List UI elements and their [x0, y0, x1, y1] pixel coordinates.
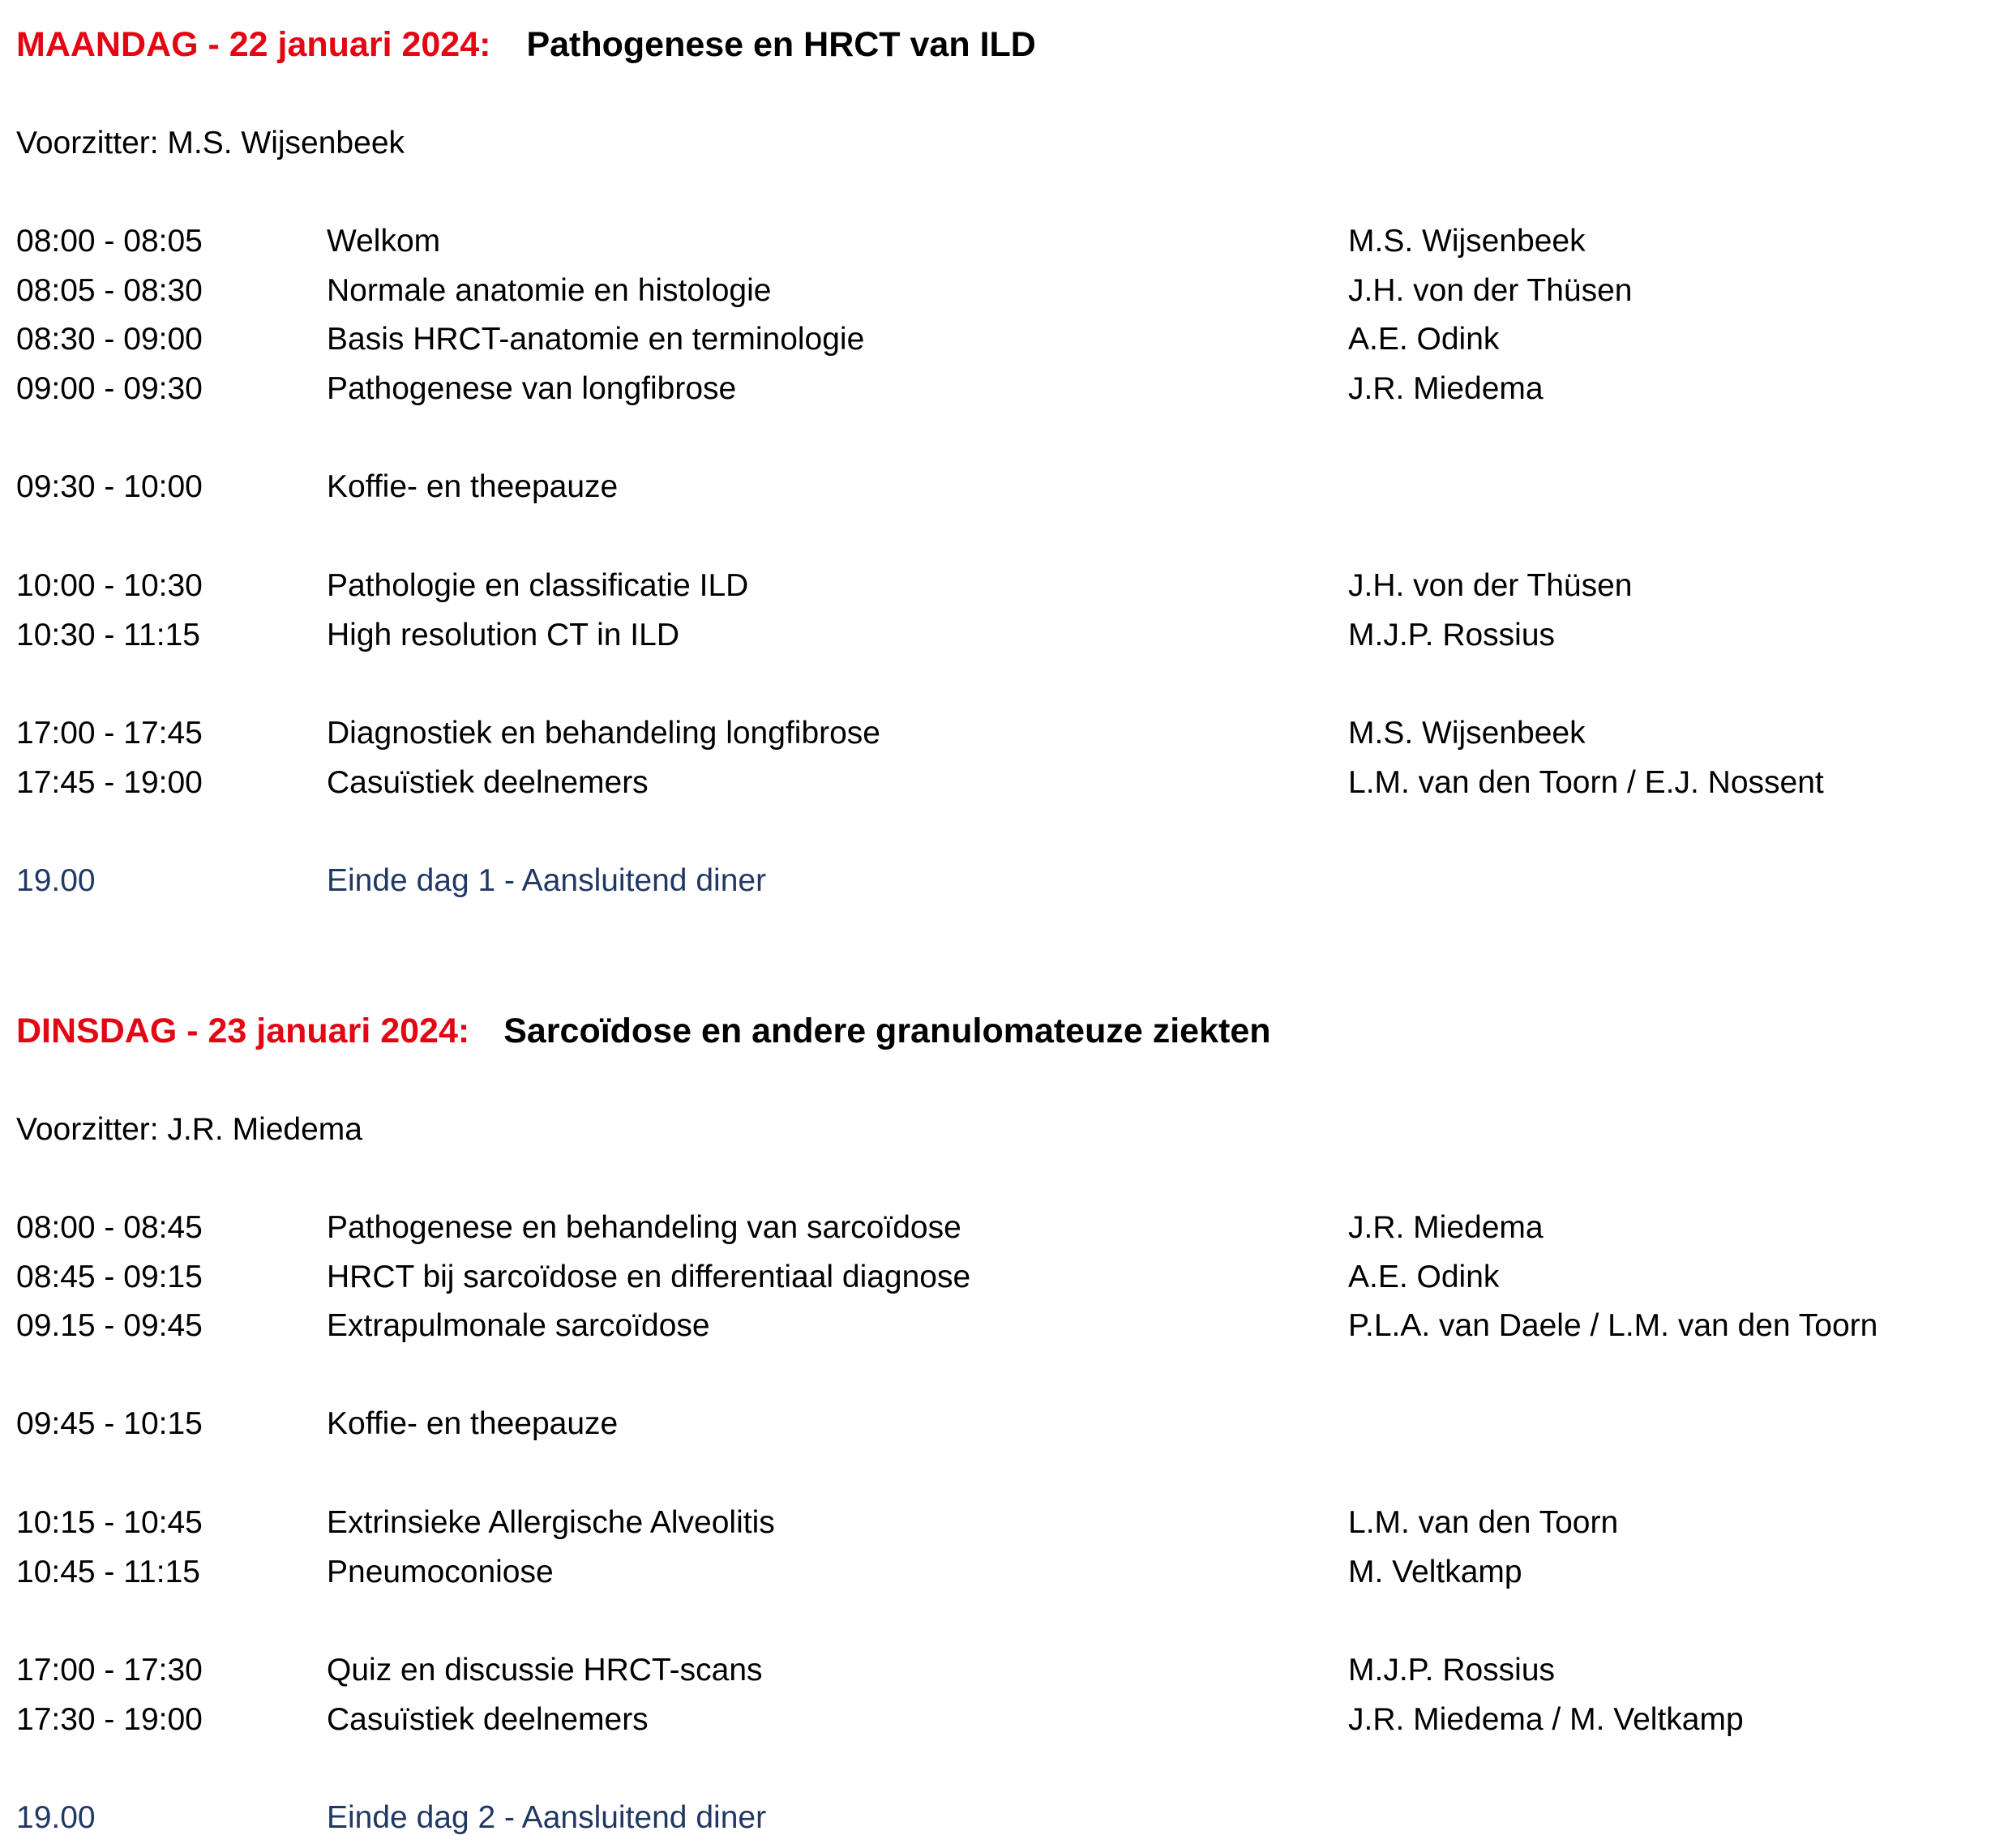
day-2-session-group-1 — [16, 1204, 1962, 1351]
row-speaker: M.S. Wijsenbeek — [1348, 716, 1586, 751]
row-time: 17:30 - 19:00 — [16, 1701, 203, 1737]
row-topic: Welkom — [327, 224, 441, 259]
schedule-row — [16, 1253, 1962, 1303]
row-time: 08:05 - 08:30 — [16, 272, 203, 308]
row-time: 09:00 - 09:30 — [16, 370, 203, 406]
row-topic: Pathogenese en behandeling van sarcoïdose — [327, 1210, 961, 1245]
row-time: 17:00 - 17:30 — [16, 1653, 203, 1688]
row-speaker: P.L.A. van Daele / L.M. van den Toorn — [1348, 1308, 1878, 1343]
schedule-row — [16, 1646, 1962, 1696]
row-topic: Koffie- en theepauze — [327, 469, 619, 504]
schedule-row — [16, 1302, 1962, 1351]
schedule-row — [16, 267, 1962, 316]
row-topic: Extrapulmonale sarcoïdose — [327, 1308, 710, 1343]
closing-row — [16, 857, 1962, 906]
row-speaker: M. Veltkamp — [1348, 1554, 1522, 1589]
schedule-row-break — [16, 1400, 1962, 1449]
row-time: 08:00 - 08:05 — [16, 224, 203, 259]
row-time: 08:45 - 09:15 — [16, 1259, 203, 1294]
row-time: 10:45 - 11:15 — [16, 1554, 200, 1589]
day-2-closing — [16, 1794, 1962, 1843]
row-speaker: M.J.P. Rossius — [1348, 617, 1556, 652]
day-1-session-group-4 — [16, 709, 1962, 807]
day-2-date: DINSDAG - 23 januari 2024: — [16, 1012, 470, 1050]
row-time: 08:00 - 08:45 — [16, 1210, 203, 1245]
row-topic: Quiz en discussie HRCT-scans — [327, 1653, 763, 1688]
closing-topic: Einde dag 1 - Aansluitend diner — [327, 863, 767, 898]
schedule-row — [16, 759, 1962, 808]
schedule-row — [16, 611, 1962, 661]
row-speaker: A.E. Odink — [1348, 1259, 1500, 1294]
closing-topic: Einde dag 2 - Aansluitend diner — [327, 1800, 767, 1835]
row-topic: Normale anatomie en histologie — [327, 272, 772, 308]
day-1-heading — [16, 16, 1036, 73]
row-time: 10:30 - 11:15 — [16, 617, 200, 652]
day-2-session-group-4 — [16, 1646, 1962, 1744]
row-speaker: L.M. van den Toorn — [1348, 1505, 1619, 1540]
day-2-session-group-3 — [16, 1499, 1962, 1597]
day-2-session-group-2 — [16, 1400, 1962, 1449]
row-topic: Pneumoconiose — [327, 1554, 554, 1589]
row-topic: Pathologie en classificatie ILD — [327, 568, 749, 603]
row-topic: Extrinsieke Allergische Alveolitis — [327, 1505, 775, 1540]
day-2-title: Sarcoïdose en andere granulomateuze ziekten — [503, 1012, 1271, 1050]
schedule-row — [16, 709, 1962, 759]
row-speaker: A.E. Odink — [1348, 322, 1500, 357]
schedule-row — [16, 365, 1962, 414]
row-topic: Casuïstiek deelnemers — [327, 1701, 649, 1737]
day-1-closing — [16, 857, 1962, 906]
day-1-session-group-3 — [16, 562, 1962, 660]
row-speaker: M.S. Wijsenbeek — [1348, 224, 1586, 259]
row-speaker: J.R. Miedema — [1348, 1210, 1544, 1245]
row-speaker: J.R. Miedema / M. Veltkamp — [1348, 1701, 1744, 1737]
day-1-title: Pathogenese en HRCT van ILD — [526, 25, 1036, 64]
row-topic: Basis HRCT-anatomie en terminologie — [327, 322, 865, 357]
closing-row — [16, 1794, 1962, 1843]
row-time: 10:15 - 10:45 — [16, 1505, 203, 1540]
day-1-chair: Voorzitter: M.S. Wijsenbeek — [16, 126, 405, 160]
row-time: 09.15 - 09:45 — [16, 1308, 203, 1343]
row-speaker: J.R. Miedema — [1348, 370, 1544, 406]
row-time: 17:45 - 19:00 — [16, 764, 203, 800]
row-speaker: L.M. van den Toorn / E.J. Nossent — [1348, 764, 1824, 800]
row-time: 10:00 - 10:30 — [16, 568, 203, 603]
schedule-row — [16, 315, 1962, 365]
row-speaker: J.H. von der Thüsen — [1348, 272, 1633, 308]
row-time: 08:30 - 09:00 — [16, 322, 203, 357]
day-1-session-group-1 — [16, 217, 1962, 413]
row-topic: Casuïstiek deelnemers — [327, 764, 649, 800]
row-topic: Pathogenese van longfibrose — [327, 370, 737, 406]
closing-time: 19.00 — [16, 863, 96, 898]
schedule-row — [16, 562, 1962, 611]
closing-time: 19.00 — [16, 1800, 96, 1835]
row-topic: HRCT bij sarcoïdose en differentiaal diagnose — [327, 1259, 971, 1294]
schedule-row — [16, 1696, 1962, 1745]
day-1-session-group-2 — [16, 463, 1962, 512]
day-1-date: MAANDAG - 22 januari 2024: — [16, 25, 491, 64]
schedule-row-break — [16, 463, 1962, 512]
day-2-heading — [16, 1003, 1271, 1059]
row-time: 09:45 - 10:15 — [16, 1406, 203, 1441]
row-topic: High resolution CT in ILD — [327, 617, 679, 652]
row-speaker: M.J.P. Rossius — [1348, 1653, 1556, 1688]
schedule-row — [16, 217, 1962, 267]
schedule-row — [16, 1548, 1962, 1598]
row-time: 09:30 - 10:00 — [16, 469, 203, 504]
schedule-row — [16, 1499, 1962, 1548]
row-topic: Diagnostiek en behandeling longfibrose — [327, 716, 880, 751]
row-speaker: J.H. von der Thüsen — [1348, 568, 1633, 603]
row-time: 17:00 - 17:45 — [16, 716, 203, 751]
row-topic: Koffie- en theepauze — [327, 1406, 619, 1441]
day-2-chair: Voorzitter: J.R. Miedema — [16, 1112, 362, 1147]
schedule-row — [16, 1204, 1962, 1253]
